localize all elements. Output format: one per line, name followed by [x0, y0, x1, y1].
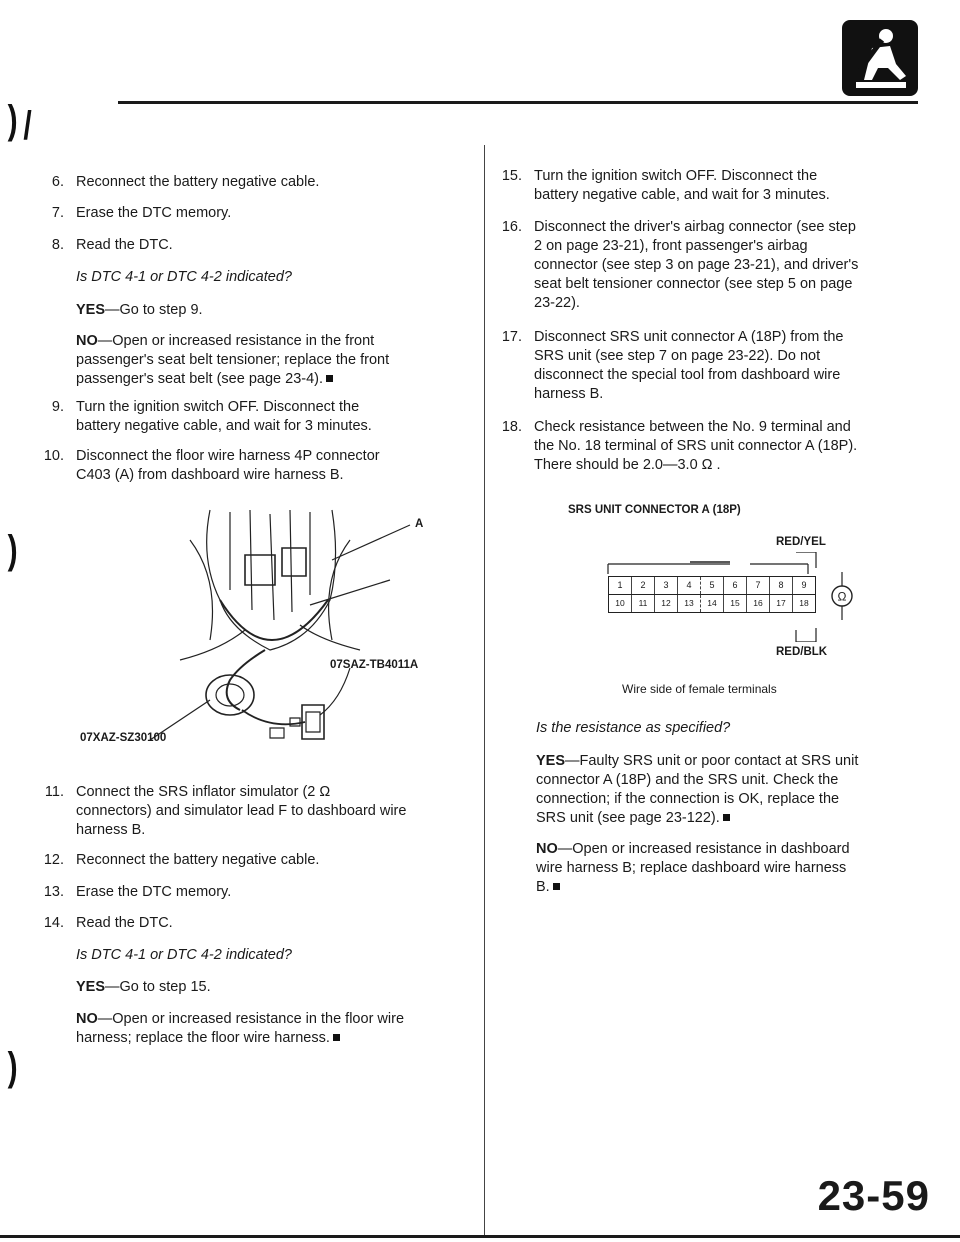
- binder-mark: ): [7, 1045, 18, 1089]
- terminal-cell: 7: [747, 577, 770, 594]
- terminal-cell: 4: [678, 577, 701, 594]
- terminal-cell: 6: [724, 577, 747, 594]
- answer-no-2: NO—Open or increased resistance in the floor wire harness; replace the floor wire harness.: [76, 1011, 405, 1046]
- end-mark-icon: [553, 883, 560, 890]
- terminal-cell: 5: [701, 577, 724, 594]
- tool-number-1: 07SAZ-TB4011A: [330, 659, 419, 671]
- step-12: 12. Reconnect the battery negative cable.: [43, 852, 320, 868]
- answer-yes-1: YES—Go to step 9.: [76, 302, 203, 318]
- terminal-cell: 9: [801, 580, 807, 590]
- end-mark-icon: [333, 1034, 340, 1041]
- terminal-cell: 1: [609, 577, 632, 594]
- binder-mark: ): [7, 98, 18, 142]
- terminal-row-2: [608, 595, 816, 613]
- terminal-cell: 12: [655, 595, 678, 612]
- wire-color-bottom: RED/BLK: [776, 646, 828, 658]
- wire-color-top: RED/YEL: [776, 536, 826, 548]
- answer-yes-3: YES—Faulty SRS unit or poor contact at SRS unit connector A (18P) and the SRS unit. Check the connection; if the connection is OK, replace the SRS unit (see page 23-122).: [536, 753, 859, 826]
- terminal-cell: 15: [724, 595, 747, 612]
- terminal-cell: 2: [632, 577, 655, 594]
- answer-no-3: NO—Open or increased resistance in dashboard wire harness B; replace dashboard wire harness B.: [536, 841, 850, 895]
- step-6: 6. Reconnect the battery negative cable.: [51, 174, 320, 190]
- step-18: 18. Check resistance between the No. 9 terminal and the No. 18 terminal of SRS unit connector A (18P). There should be 2.0—3.0 Ω .: [501, 419, 858, 473]
- terminal-cell: 17: [770, 595, 793, 612]
- tool-number-2: 07XAZ-SZ30100: [80, 732, 167, 744]
- figure-label-a: A: [415, 518, 424, 530]
- terminal-row-1: [608, 576, 816, 595]
- step-8: 8. Read the DTC.: [51, 237, 173, 253]
- column-divider: [484, 145, 485, 1235]
- footer-rule: [0, 1235, 960, 1238]
- terminal-cell: 16: [747, 595, 770, 612]
- answer-yes-2: YES—Go to step 15.: [76, 979, 211, 995]
- terminal-cell: 8: [770, 577, 793, 594]
- question-resistance: Is the resistance as specified?: [536, 720, 731, 736]
- step-10: 10. Disconnect the floor wire harness 4P connector C403 (A) from dashboard wire harness B.: [43, 448, 380, 483]
- step-14: 14. Read the DTC.: [43, 915, 173, 931]
- header-rule: [118, 101, 918, 104]
- page-number: 23-59: [817, 1172, 930, 1219]
- question-dtc-1: Is DTC 4-1 or DTC 4-2 indicated?: [76, 269, 292, 285]
- step-16: 16. Disconnect the driver's airbag connector (see step 2 on page 23-21), front passenger's airbag connector (see step 3 on page 23-21), and driver's seat belt tensioner connector (see step 5 on page 23-22).: [501, 219, 859, 311]
- terminal-cell: 18: [799, 598, 809, 608]
- ohmmeter-icon: Ω: [837, 589, 847, 604]
- connector-title: SRS UNIT CONNECTOR A (18P): [568, 504, 741, 516]
- binder-mark: ): [7, 528, 18, 572]
- terminal-cell: 14: [701, 595, 724, 612]
- end-mark-icon: [326, 375, 333, 382]
- connector-diagram: [590, 552, 860, 642]
- answer-no-1: NO—Open or increased resistance in the front passenger's seat belt tensioner; replace the front passenger's seat belt (see page 23-4).: [76, 333, 390, 387]
- question-dtc-2: Is DTC 4-1 or DTC 4-2 indicated?: [76, 947, 292, 963]
- connector-caption: Wire side of female terminals: [622, 682, 777, 696]
- step-15: 15. Turn the ignition switch OFF. Disconnect the battery negative cable, and wait for 3 minutes.: [501, 168, 830, 203]
- binder-hook-icon: /: [23, 104, 32, 148]
- terminal-grid: [608, 576, 816, 613]
- step-17: 17. Disconnect SRS unit connector A (18P) from the SRS unit (see step 7 on page 23-22). Do not disconnect the special tool from dashboard wire harness B.: [501, 329, 844, 402]
- terminal-cell: 3: [655, 577, 678, 594]
- step-13: 13. Erase the DTC memory.: [43, 884, 232, 900]
- simulator-figure: [70, 500, 470, 770]
- end-mark-icon: [723, 814, 730, 821]
- seat-belt-airbag-icon: [842, 20, 918, 96]
- terminal-cell: 10: [609, 595, 632, 612]
- step-11: 11. Connect the SRS inflator simulator (2 Ω connectors) and simulator lead F to dashboard wire harness B.: [44, 784, 407, 838]
- terminal-cell: 13: [678, 595, 701, 612]
- terminal-cell: 11: [632, 595, 655, 612]
- step-9: 9. Turn the ignition switch OFF. Disconnect the battery negative cable, and wait for 3 minutes.: [51, 399, 372, 434]
- step-7: 7. Erase the DTC memory.: [51, 205, 232, 221]
